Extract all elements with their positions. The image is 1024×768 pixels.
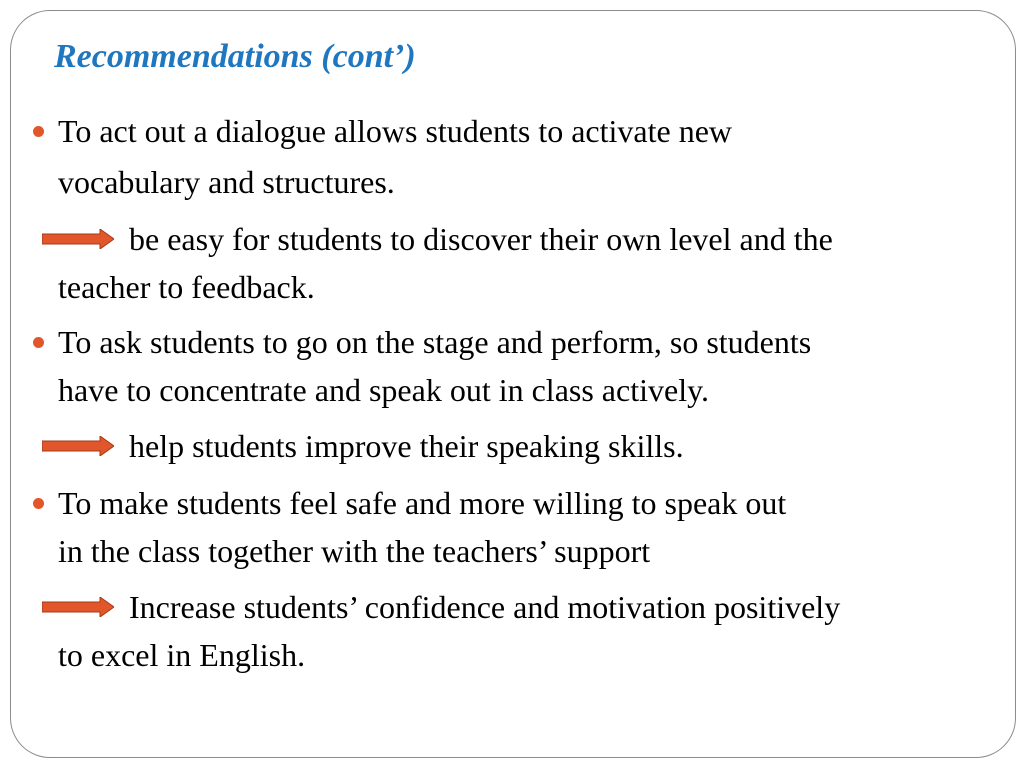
result-3-line-1: Increase students’ confidence and motivation positively [129, 589, 841, 625]
right-arrow-icon [42, 229, 114, 249]
result-1-line-2: teacher to feedback. [58, 269, 315, 305]
bullet-1-line-2: vocabulary and structures. [58, 164, 395, 200]
bullet-dot [33, 498, 44, 509]
bullet-dot [33, 126, 44, 137]
bullet-3-line-1: To make students feel safe and more willing to speak out [58, 485, 787, 521]
bullet-2-line-2: have to concentrate and speak out in class actively. [58, 372, 709, 408]
bullet-2-line-1: To ask students to go on the stage and perform, so students [58, 324, 812, 360]
result-3-line-2: to excel in English. [58, 637, 306, 673]
result-2-line-1: help students improve their speaking skills. [129, 428, 684, 464]
right-arrow-icon [42, 436, 114, 456]
bullet-3-line-2: in the class together with the teachers’ support [58, 533, 651, 569]
slide-title: Recommendations (cont’) [54, 38, 416, 75]
right-arrow-icon [42, 597, 114, 617]
result-1-line-1: be easy for students to discover their own level and the [129, 221, 833, 257]
bullet-dot [33, 337, 44, 348]
bullet-1-line-1: To act out a dialogue allows students to activate new [58, 113, 733, 149]
